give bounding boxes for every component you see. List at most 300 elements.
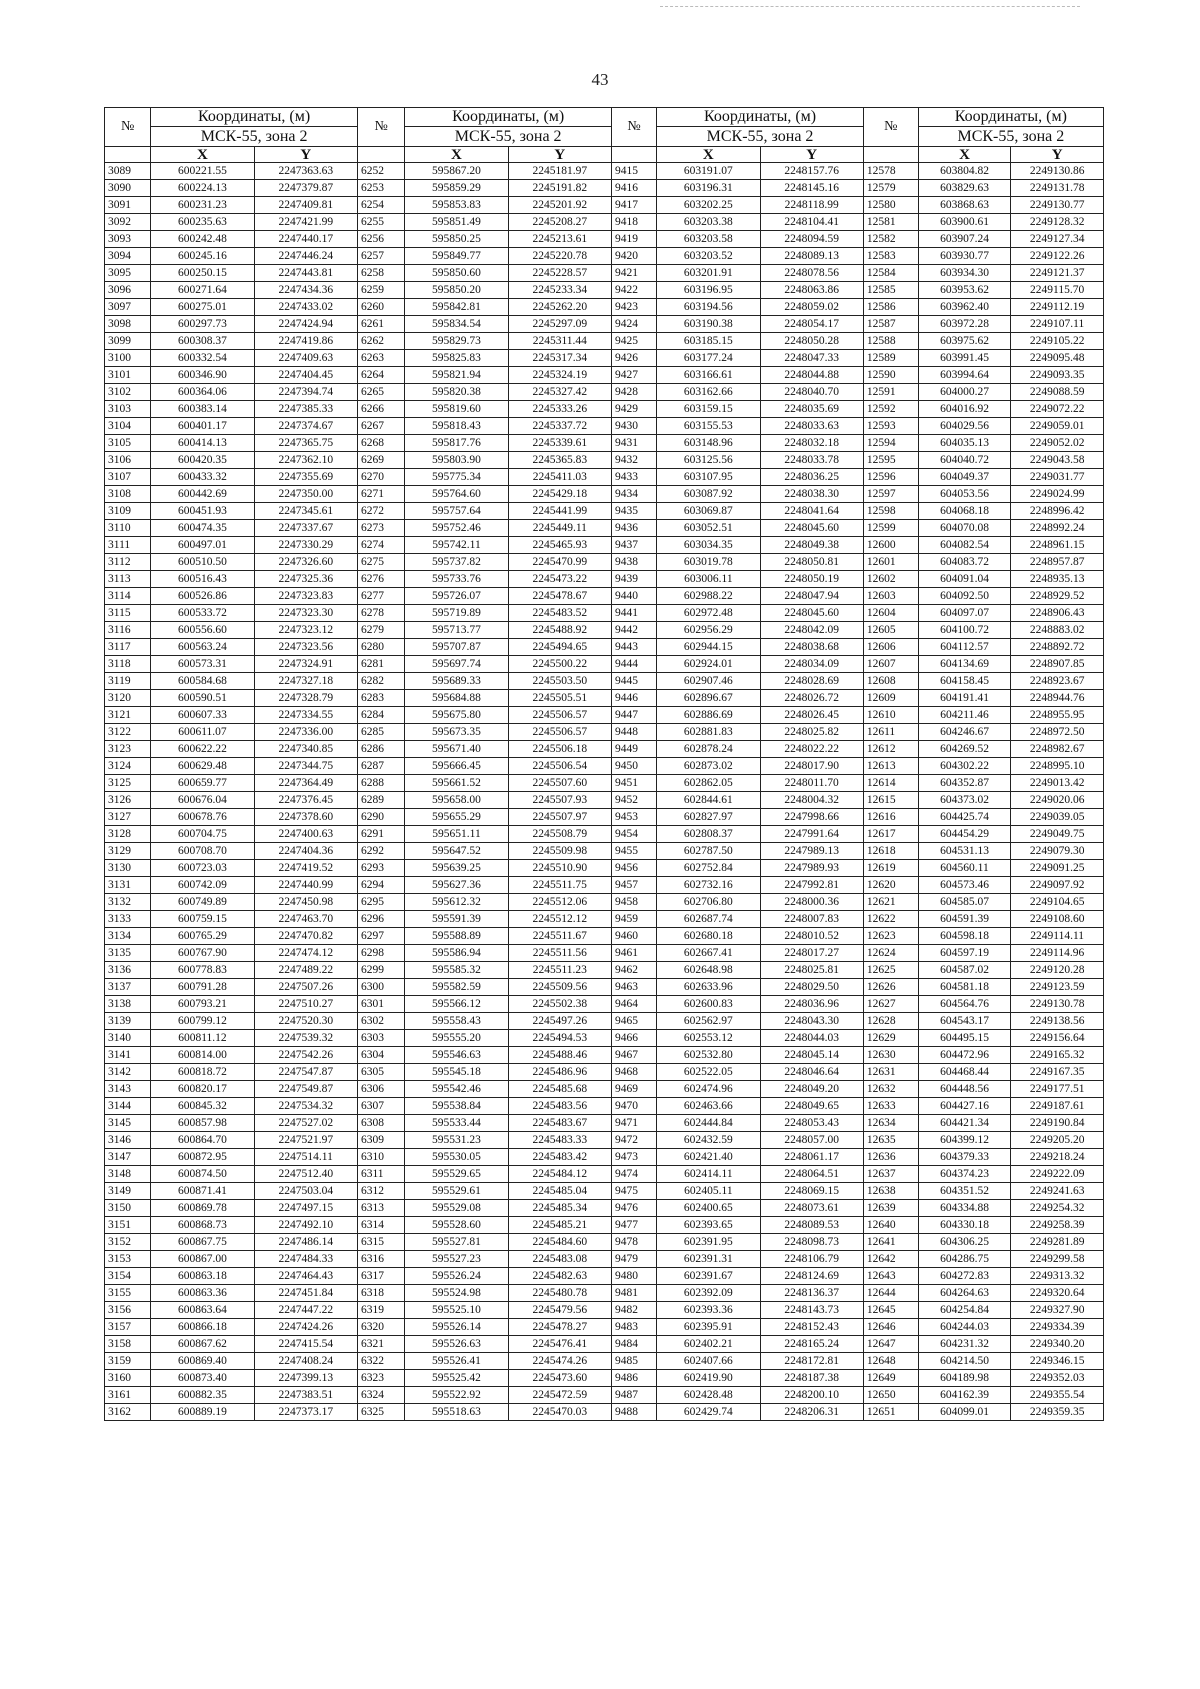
point-number-cell: 12648 [863,1353,918,1370]
coord-x-cell: 603201.91 [657,265,760,282]
point-number-cell: 12579 [863,180,918,197]
point-number-cell: 12590 [863,367,918,384]
coord-x-cell: 595518.63 [405,1404,508,1421]
point-number-cell: 9481 [611,1285,656,1302]
point-number-cell: 12638 [863,1183,918,1200]
coord-x-cell: 600871.41 [151,1183,254,1200]
coord-x-cell: 602562.97 [657,1013,760,1030]
coord-x-cell: 602391.31 [657,1251,760,1268]
coord-x-cell: 603194.56 [657,299,760,316]
point-number-cell: 9426 [611,350,656,367]
table-row [105,1149,1104,1166]
point-number-cell: 3141 [105,1047,151,1064]
coord-x-cell: 603962.40 [918,299,1011,316]
point-number-cell: 6264 [357,367,404,384]
point-number-cell: 12645 [863,1302,918,1319]
coord-x-cell: 602667.41 [657,945,760,962]
table-row [105,894,1104,911]
coord-x-cell: 595658.00 [405,792,508,809]
coord-x-cell: 600364.06 [151,384,254,401]
coord-x-cell: 602881.83 [657,724,760,741]
coord-y-cell: 2247489.22 [254,962,357,979]
coord-x-cell: 600882.35 [151,1387,254,1404]
point-number-cell: 3160 [105,1370,151,1387]
coord-y-cell: 2247325.36 [254,571,357,588]
coord-y-cell: 2245485.04 [508,1183,611,1200]
point-number-cell: 3118 [105,656,151,673]
coord-x-cell: 602648.98 [657,962,760,979]
coord-y-cell: 2247373.17 [254,1404,357,1421]
table-row [105,333,1104,350]
coord-y-cell: 2249346.15 [1011,1353,1104,1370]
point-number-cell: 3145 [105,1115,151,1132]
point-number-cell: 9463 [611,979,656,996]
coord-x-cell: 602405.11 [657,1183,760,1200]
coord-y-cell: 2247334.55 [254,707,357,724]
coord-y-cell: 2248046.64 [760,1064,863,1081]
coord-y-cell: 2247376.45 [254,792,357,809]
coord-x-cell: 602896.67 [657,690,760,707]
coord-y-cell: 2248883.02 [1011,622,1104,639]
point-number-cell: 3138 [105,996,151,1013]
coord-x-cell: 602400.65 [657,1200,760,1217]
coord-x-cell: 602392.09 [657,1285,760,1302]
table-row [105,1268,1104,1285]
coord-y-cell: 2245507.60 [508,775,611,792]
coord-x-cell: 595525.42 [405,1370,508,1387]
coord-y-cell: 2249105.22 [1011,333,1104,350]
point-number-cell: 12589 [863,350,918,367]
coord-x-cell: 603991.45 [918,350,1011,367]
coord-x-cell: 602633.96 [657,979,760,996]
coord-y-cell: 2248078.56 [760,265,863,282]
point-number-cell: 9441 [611,605,656,622]
coord-x-cell: 603868.63 [918,197,1011,214]
coord-x-cell: 600224.13 [151,180,254,197]
point-number-cell: 12616 [863,809,918,826]
coord-x-cell: 595527.81 [405,1234,508,1251]
point-number-cell: 6301 [357,996,404,1013]
table-row [105,554,1104,571]
coord-y-cell: 2248025.82 [760,724,863,741]
table-row [105,520,1104,537]
col-header-y: Y [1011,147,1104,163]
coord-x-cell: 603196.31 [657,180,760,197]
point-number-cell: 3158 [105,1336,151,1353]
point-number-cell: 12619 [863,860,918,877]
table-row [105,197,1104,214]
coord-y-cell: 2247383.51 [254,1387,357,1404]
point-number-cell: 3159 [105,1353,151,1370]
coord-x-cell: 595803.90 [405,452,508,469]
coord-x-cell: 603052.51 [657,520,760,537]
coord-y-cell: 2248982.67 [1011,741,1104,758]
coord-x-cell: 603829.63 [918,180,1011,197]
point-number-cell: 9434 [611,486,656,503]
coord-x-cell: 600867.75 [151,1234,254,1251]
point-number-cell: 3147 [105,1149,151,1166]
point-number-cell: 3101 [105,367,151,384]
point-number-cell: 9455 [611,843,656,860]
coord-x-cell: 603203.58 [657,231,760,248]
coord-x-cell: 604421.34 [918,1115,1011,1132]
point-number-cell: 12582 [863,231,918,248]
coord-y-cell: 2247419.86 [254,333,357,350]
coord-x-cell: 595673.35 [405,724,508,741]
coord-x-cell: 602391.67 [657,1268,760,1285]
coord-x-cell: 595528.60 [405,1217,508,1234]
coord-x-cell: 600242.48 [151,231,254,248]
coord-x-cell: 600442.69 [151,486,254,503]
coord-y-cell: 2248961.15 [1011,537,1104,554]
coord-y-cell: 2249205.20 [1011,1132,1104,1149]
coord-y-cell: 2248045.14 [760,1047,863,1064]
table-row [105,1336,1104,1353]
coord-y-cell: 2245483.08 [508,1251,611,1268]
point-number-cell: 12609 [863,690,918,707]
coord-x-cell: 602956.29 [657,622,760,639]
coord-y-cell: 2245511.75 [508,877,611,894]
point-number-cell: 6308 [357,1115,404,1132]
coord-x-cell: 602706.80 [657,894,760,911]
coord-x-cell: 600767.90 [151,945,254,962]
coord-y-cell: 2245262.20 [508,299,611,316]
coord-x-cell: 604254.84 [918,1302,1011,1319]
coord-y-cell: 2245324.19 [508,367,611,384]
coord-x-cell: 600497.01 [151,537,254,554]
col-header-blank [105,147,151,163]
point-number-cell: 3144 [105,1098,151,1115]
coord-x-cell: 595661.52 [405,775,508,792]
coord-y-cell: 2247419.52 [254,860,357,877]
point-number-cell: 6261 [357,316,404,333]
coord-y-cell: 2245488.46 [508,1047,611,1064]
coord-y-cell: 2248043.30 [760,1013,863,1030]
coord-y-cell: 2248059.02 [760,299,863,316]
point-number-cell: 12605 [863,622,918,639]
coord-x-cell: 595525.10 [405,1302,508,1319]
point-number-cell: 12588 [863,333,918,350]
table-row [105,792,1104,809]
point-number-cell: 3151 [105,1217,151,1234]
table-row [105,1404,1104,1421]
table-row [105,367,1104,384]
table-row [105,877,1104,894]
coord-y-cell: 2247323.83 [254,588,357,605]
coord-y-cell: 2249130.77 [1011,197,1104,214]
table-row [105,809,1104,826]
coord-x-cell: 603975.62 [918,333,1011,350]
coord-x-cell: 604211.46 [918,707,1011,724]
coord-x-cell: 600346.90 [151,367,254,384]
point-number-cell: 6314 [357,1217,404,1234]
point-number-cell: 3162 [105,1404,151,1421]
point-number-cell: 12613 [863,758,918,775]
coord-y-cell: 2247424.94 [254,316,357,333]
coord-x-cell: 603107.95 [657,469,760,486]
point-number-cell: 9442 [611,622,656,639]
point-number-cell: 3126 [105,792,151,809]
table-row [105,962,1104,979]
point-number-cell: 12642 [863,1251,918,1268]
coord-x-cell: 604591.39 [918,911,1011,928]
coords-group-title: Координаты, (м) [918,108,1103,127]
coord-x-cell: 604306.25 [918,1234,1011,1251]
coord-y-cell: 2248089.53 [760,1217,863,1234]
coord-y-cell: 2249059.01 [1011,418,1104,435]
coord-x-cell: 600383.14 [151,401,254,418]
point-number-cell: 12631 [863,1064,918,1081]
point-number-cell: 6267 [357,418,404,435]
coord-x-cell: 600221.55 [151,163,254,180]
coord-y-cell: 2247549.87 [254,1081,357,1098]
table-row [105,775,1104,792]
point-number-cell: 3090 [105,180,151,197]
coord-x-cell: 595531.23 [405,1132,508,1149]
coord-x-cell: 604191.41 [918,690,1011,707]
point-number-cell: 6291 [357,826,404,843]
table-row [105,435,1104,452]
coord-y-cell: 2245506.57 [508,724,611,741]
coord-y-cell: 2247330.29 [254,537,357,554]
coord-x-cell: 600791.28 [151,979,254,996]
point-number-cell: 6319 [357,1302,404,1319]
point-number-cell: 3148 [105,1166,151,1183]
point-number-cell: 12585 [863,282,918,299]
coord-x-cell: 600401.17 [151,418,254,435]
coord-x-cell: 600868.73 [151,1217,254,1234]
coord-x-cell: 600708.70 [151,843,254,860]
coord-y-cell: 2248029.50 [760,979,863,996]
col-header-y: Y [508,147,611,163]
coord-x-cell: 595819.60 [405,401,508,418]
coord-y-cell: 2247447.22 [254,1302,357,1319]
coord-x-cell: 604427.16 [918,1098,1011,1115]
table-row [105,928,1104,945]
coord-y-cell: 2245484.60 [508,1234,611,1251]
point-number-cell: 12615 [863,792,918,809]
coord-y-cell: 2248118.99 [760,197,863,214]
coord-x-cell: 604581.18 [918,979,1011,996]
coord-x-cell: 603196.95 [657,282,760,299]
coord-x-cell: 604162.39 [918,1387,1011,1404]
point-number-cell: 9424 [611,316,656,333]
coord-x-cell: 604425.74 [918,809,1011,826]
coord-y-cell: 2247521.97 [254,1132,357,1149]
coord-y-cell: 2249258.39 [1011,1217,1104,1234]
coord-x-cell: 603203.52 [657,248,760,265]
point-number-cell: 12586 [863,299,918,316]
point-number-cell: 6317 [357,1268,404,1285]
point-number-cell: 3097 [105,299,151,316]
coord-y-cell: 2248069.15 [760,1183,863,1200]
coord-y-cell: 2245511.23 [508,962,611,979]
point-number-cell: 3106 [105,452,151,469]
table-row [105,945,1104,962]
point-number-cell: 6257 [357,248,404,265]
coord-x-cell: 600451.93 [151,503,254,520]
coord-y-cell: 2248049.65 [760,1098,863,1115]
point-number-cell: 3089 [105,163,151,180]
coord-y-cell: 2247399.13 [254,1370,357,1387]
coord-y-cell: 2245503.50 [508,673,611,690]
table-row [105,1387,1104,1404]
coord-y-cell: 2247336.00 [254,724,357,741]
coord-y-cell: 2245473.60 [508,1370,611,1387]
coord-x-cell: 595867.20 [405,163,508,180]
coord-x-cell: 604246.67 [918,724,1011,741]
coord-x-cell: 600867.00 [151,1251,254,1268]
coord-x-cell: 600556.60 [151,622,254,639]
coord-x-cell: 603994.64 [918,367,1011,384]
point-number-cell: 9459 [611,911,656,928]
coord-y-cell: 2248944.76 [1011,690,1104,707]
coord-y-cell: 2249039.05 [1011,809,1104,826]
coord-y-cell: 2247446.24 [254,248,357,265]
col-header-no: № [611,108,656,147]
coord-x-cell: 603177.24 [657,350,760,367]
point-number-cell: 9416 [611,180,656,197]
coord-x-cell: 603804.82 [918,163,1011,180]
coord-x-cell: 604454.29 [918,826,1011,843]
point-number-cell: 9421 [611,265,656,282]
point-number-cell: 6306 [357,1081,404,1098]
coord-x-cell: 595733.76 [405,571,508,588]
coord-y-cell: 2247365.75 [254,435,357,452]
coord-x-cell: 603166.61 [657,367,760,384]
coord-y-cell: 2249020.06 [1011,792,1104,809]
coord-x-cell: 604374.23 [918,1166,1011,1183]
coord-x-cell: 600235.63 [151,214,254,231]
coord-x-cell: 602680.18 [657,928,760,945]
point-number-cell: 3152 [105,1234,151,1251]
point-number-cell: 3120 [105,690,151,707]
col-header-x: X [918,147,1011,163]
coord-x-cell: 604272.83 [918,1268,1011,1285]
coord-y-cell: 2245473.22 [508,571,611,588]
page-number: 43 [591,70,609,89]
point-number-cell: 3132 [105,894,151,911]
coord-y-cell: 2245478.67 [508,588,611,605]
coord-y-cell: 2247542.26 [254,1047,357,1064]
coord-x-cell: 603930.77 [918,248,1011,265]
coord-y-cell: 2248992.24 [1011,520,1104,537]
coord-y-cell: 2245485.68 [508,1081,611,1098]
point-number-cell: 3127 [105,809,151,826]
table-row [105,843,1104,860]
coord-y-cell: 2247539.32 [254,1030,357,1047]
point-number-cell: 6307 [357,1098,404,1115]
coord-y-cell: 2249359.35 [1011,1404,1104,1421]
point-number-cell: 3128 [105,826,151,843]
point-number-cell: 9417 [611,197,656,214]
coord-x-cell: 604351.52 [918,1183,1011,1200]
coord-y-cell: 2245509.56 [508,979,611,996]
point-number-cell: 12604 [863,605,918,622]
point-number-cell: 12597 [863,486,918,503]
coord-y-cell: 2247344.75 [254,758,357,775]
point-number-cell: 6293 [357,860,404,877]
point-number-cell: 9484 [611,1336,656,1353]
coord-x-cell: 595529.08 [405,1200,508,1217]
table-row [105,180,1104,197]
coord-y-cell: 2245483.52 [508,605,611,622]
col-header-no: № [105,108,151,147]
point-number-cell: 12639 [863,1200,918,1217]
coord-x-cell: 600778.83 [151,962,254,979]
point-number-cell: 9472 [611,1132,656,1149]
point-number-cell: 3136 [105,962,151,979]
point-number-cell: 12620 [863,877,918,894]
coord-y-cell: 2247992.81 [760,877,863,894]
point-number-cell: 9427 [611,367,656,384]
point-number-cell: 6265 [357,384,404,401]
coord-y-cell: 2248026.72 [760,690,863,707]
coord-y-cell: 2247547.87 [254,1064,357,1081]
coord-y-cell: 2249107.11 [1011,316,1104,333]
coord-y-cell: 2247507.26 [254,979,357,996]
coord-x-cell: 595566.12 [405,996,508,1013]
coord-y-cell: 2245201.92 [508,197,611,214]
coord-x-cell: 600573.31 [151,656,254,673]
coord-x-cell: 600433.32 [151,469,254,486]
coord-y-cell: 2248923.67 [1011,673,1104,690]
coord-y-cell: 2247534.32 [254,1098,357,1115]
coord-y-cell: 2249091.25 [1011,860,1104,877]
point-number-cell: 9415 [611,163,656,180]
point-number-cell: 6303 [357,1030,404,1047]
point-number-cell: 6273 [357,520,404,537]
coord-y-cell: 2248098.73 [760,1234,863,1251]
point-number-cell: 6297 [357,928,404,945]
point-number-cell: 3112 [105,554,151,571]
coord-x-cell: 604100.72 [918,622,1011,639]
coord-y-cell: 2247520.30 [254,1013,357,1030]
coord-x-cell: 603155.53 [657,418,760,435]
coord-y-cell: 2247400.63 [254,826,357,843]
coord-y-cell: 2248049.38 [760,537,863,554]
coord-x-cell: 600863.64 [151,1302,254,1319]
coord-y-cell: 2247378.60 [254,809,357,826]
point-number-cell: 9437 [611,537,656,554]
coord-x-cell: 600308.37 [151,333,254,350]
coord-x-cell: 600622.22 [151,741,254,758]
point-number-cell: 9488 [611,1404,656,1421]
coord-x-cell: 600510.50 [151,554,254,571]
point-number-cell: 12623 [863,928,918,945]
table-row [105,588,1104,605]
coord-x-cell: 600563.24 [151,639,254,656]
coord-x-cell: 595666.45 [405,758,508,775]
coord-x-cell: 600704.75 [151,826,254,843]
coord-x-cell: 602886.69 [657,707,760,724]
point-number-cell: 6316 [357,1251,404,1268]
point-number-cell: 12651 [863,1404,918,1421]
point-number-cell: 9430 [611,418,656,435]
point-number-cell: 3110 [105,520,151,537]
coord-y-cell: 2245213.61 [508,231,611,248]
coord-x-cell: 604091.04 [918,571,1011,588]
coord-y-cell: 2245474.26 [508,1353,611,1370]
coord-y-cell: 2249112.19 [1011,299,1104,316]
point-number-cell: 12643 [863,1268,918,1285]
coord-x-cell: 602687.74 [657,911,760,928]
table-row [105,1217,1104,1234]
point-number-cell: 9457 [611,877,656,894]
coord-x-cell: 600414.13 [151,435,254,452]
coord-y-cell: 2247415.54 [254,1336,357,1353]
point-number-cell: 3103 [105,401,151,418]
